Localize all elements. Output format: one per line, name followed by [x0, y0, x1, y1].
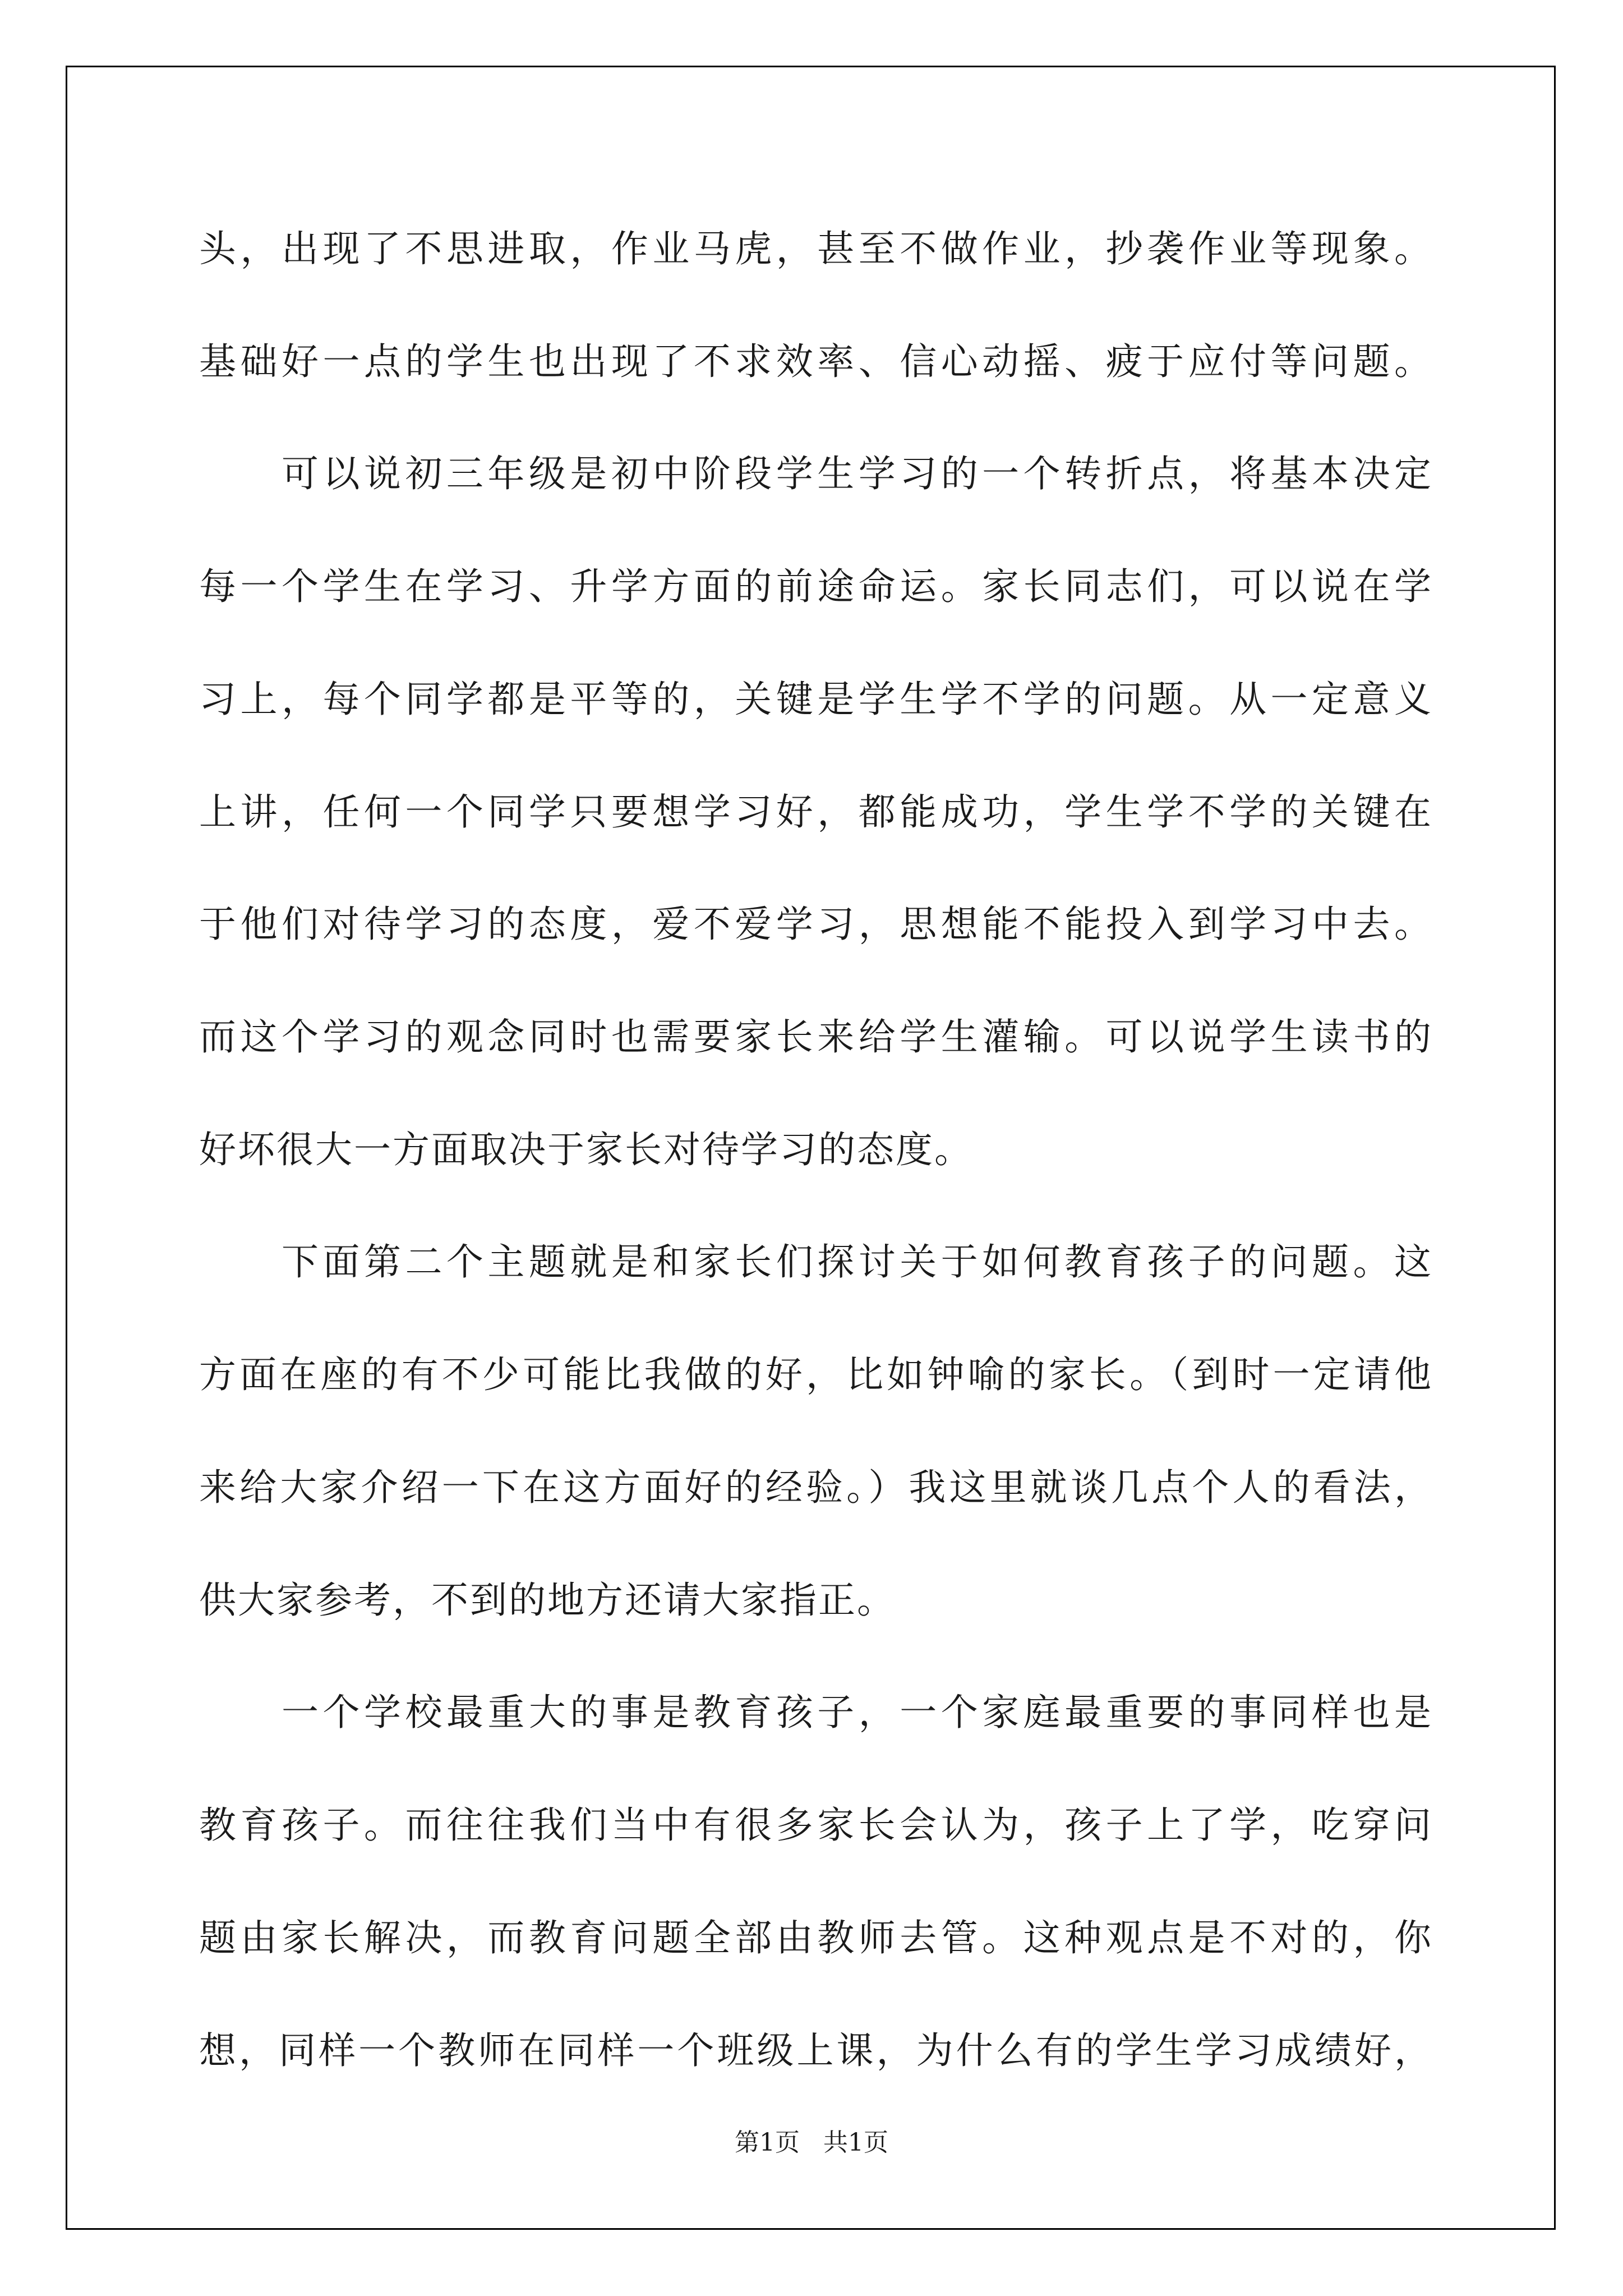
- body-line-8: 而这个学习的观念同时也需要家长来给学生灌输。可以说学生读书的: [199, 1015, 1433, 1059]
- body-line-5: 习上，每个同学都是平等的，关键是学生学不学的问题。从一定意义: [199, 677, 1433, 721]
- body-line-7: 于他们对待学习的态度，爱不爱学习，思想能不能投入到学习中去。: [199, 903, 1433, 946]
- body-line-17: 想，同样一个教师在同样一个班级上课，为什么有的学生学习成绩好，: [199, 2028, 1433, 2072]
- body-line-4: 每一个学生在学习、升学方面的前途命运。家长同志们，可以说在学: [199, 565, 1433, 609]
- body-line-16: 题由家长解决，而教育问题全部由教师去管。这种观点是不对的，你: [199, 1916, 1433, 1959]
- body-line-11: 方面在座的有不少可能比我做的好，比如钟喻的家长。（到时一定请他: [199, 1353, 1433, 1397]
- body-line-2: 基础好一点的学生也出现了不求效率、信心动摇、疲于应付等问题。: [199, 339, 1433, 383]
- page-number-footer: 第1页 共1页: [735, 2128, 888, 2157]
- body-line-15: 教育孩子。而往往我们当中有很多家长会认为，孩子上了学，吃穿问: [199, 1803, 1433, 1847]
- paragraph-start-line-3: 可以说初三年级是初中阶段学生学习的一个转折点，将基本决定: [282, 452, 1433, 496]
- body-line-12: 来给大家介绍一下在这方面好的经验。）我这里就谈几点个人的看法，: [199, 1465, 1433, 1509]
- paragraph-start-line-10: 下面第二个主题就是和家长们探讨关于如何教育孩子的问题。这: [282, 1240, 1433, 1284]
- body-line-13: 供大家参考，不到的地方还请大家指正。: [199, 1578, 896, 1622]
- body-line-9: 好坏很大一方面取决于家长对待学习的态度。: [199, 1128, 973, 1171]
- paragraph-start-line-14: 一个学校最重大的事是教育孩子，一个家庭最重要的事同样也是: [282, 1691, 1433, 1734]
- body-line-1: 头，出现了不思进取，作业马虎，甚至不做作业，抄袭作业等现象。: [199, 227, 1433, 270]
- body-line-6: 上讲，任何一个同学只要想学习好，都能成功，学生学不学的关键在: [199, 790, 1433, 834]
